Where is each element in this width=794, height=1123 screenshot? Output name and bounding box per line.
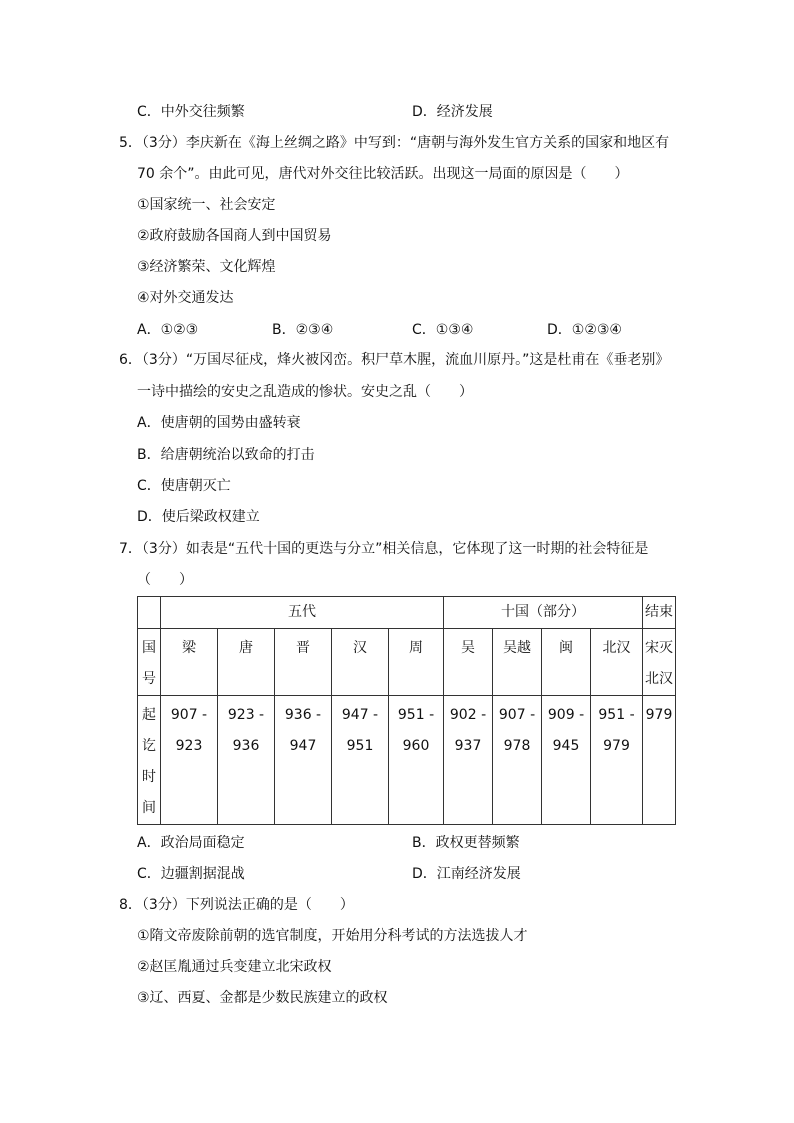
q5-item-2: ②政府鼓励各国商人到中国贸易 [137, 228, 332, 244]
end-year: 979 [603, 738, 630, 754]
cell-name-end [643, 629, 676, 696]
end-year: 951 [346, 738, 374, 754]
start-year: 907 - [170, 707, 208, 723]
cell-years [493, 696, 542, 825]
group-header-end: 结束 [643, 597, 676, 629]
start-year: 902 - [449, 707, 487, 723]
cell-name-min: 闽 [542, 629, 591, 696]
end-year: 923 [175, 738, 203, 754]
row-label-char: 时 [142, 769, 156, 785]
cell-name-jin: 晋 [275, 629, 332, 696]
q7-option-b: B．政权更替频繁 [412, 835, 520, 851]
row-label-char: 间 [142, 800, 156, 816]
cell-years [161, 696, 218, 825]
end-year: 937 [454, 738, 482, 754]
row-label-char: 国 [142, 640, 156, 656]
q7-stem-line1: 7．（3分）如表是“五代十国的更迭与分立”相关信息，它体现了这一时期的社会特征是 [119, 541, 649, 557]
cell-name-wuyue: 吴越 [493, 629, 542, 696]
q6-stem-line1: 6．（3分）“万国尽征戍，烽火被冈峦。积尸草木腥，流血川原丹。”这是杜甫在《垂老别》 [119, 352, 670, 368]
start-year: 909 - [547, 707, 585, 723]
group-header-shiguo: 十国（部分） [444, 597, 643, 629]
start-year: 947 - [341, 707, 379, 723]
start-year: 936 - [284, 707, 322, 723]
row-label-char: 号 [142, 671, 156, 687]
q6-option-b: B．给唐朝统治以致命的打击 [137, 447, 315, 463]
cell-name-beihan: 北汉 [591, 629, 643, 696]
q5-item-1: ①国家统一、社会安定 [137, 197, 276, 213]
q5-option-d: D．①②③④ [547, 322, 622, 338]
row-label-char: 起 [142, 707, 156, 723]
q5-stem-line2: 70 余个”。由此可见，唐代对外交往比较活跃。出现这一局面的原因是（ ） [137, 166, 629, 182]
q8-item-3: ③辽、西夏、金都是少数民族建立的政权 [137, 990, 388, 1006]
cell-name-han: 汉 [332, 629, 389, 696]
cell-years [542, 696, 591, 825]
q7-stem-line2: （ ） [137, 572, 193, 588]
end-year: 979 [645, 707, 673, 723]
table-row-years [138, 696, 676, 825]
end-name-line: 北汉 [645, 671, 674, 687]
table-row-names [138, 629, 676, 696]
cell-years [332, 696, 389, 825]
end-year: 978 [503, 738, 531, 754]
q5-option-c: C．①③④ [412, 322, 474, 338]
cell-years [591, 696, 643, 825]
q6-stem-line2: 一诗中描绘的安史之乱造成的惨状。安史之乱（ ） [137, 384, 473, 400]
cell-name-tang: 唐 [218, 629, 275, 696]
q6-option-a: A．使唐朝的国势由盛转衰 [137, 415, 301, 431]
cell-years [444, 696, 493, 825]
cell-years-end [643, 696, 676, 825]
q6-option-d: D．使后梁政权建立 [137, 509, 260, 525]
end-year: 945 [552, 738, 580, 754]
table-header-row [138, 597, 676, 629]
group-header-wudai: 五代 [161, 597, 444, 629]
start-year: 951 - [397, 707, 435, 723]
cell-name-liang: 梁 [161, 629, 218, 696]
row-label-time [138, 696, 161, 825]
end-year: 936 [232, 738, 260, 754]
q6-option-c: C．使唐朝灭亡 [137, 478, 231, 494]
cell-years [275, 696, 332, 825]
end-year: 960 [402, 738, 430, 754]
cell-years [218, 696, 275, 825]
q8-stem-line1: 8．（3分）下列说法正确的是（ ） [119, 897, 354, 913]
row-label-char: 讫 [142, 738, 156, 754]
start-year: 907 - [498, 707, 536, 723]
q8-item-1: ①隋文帝废除前朝的选官制度，开始用分科考试的方法选拔人才 [137, 928, 528, 944]
row-label-name [138, 629, 161, 696]
q4-option-c: C．中外交往频繁 [137, 104, 245, 120]
end-year: 947 [289, 738, 317, 754]
q7-option-c: C．边疆割据混战 [137, 866, 245, 882]
q7-option-a: A．政治局面稳定 [137, 835, 245, 851]
end-name-line: 宋灭 [645, 640, 674, 656]
cell-years [389, 696, 444, 825]
q5-item-4: ④对外交通发达 [137, 290, 234, 306]
table-corner-cell [138, 597, 161, 629]
q8-item-2: ②赵匡胤通过兵变建立北宋政权 [137, 959, 332, 975]
cell-name-wu: 吴 [444, 629, 493, 696]
q5-option-b: B．②③④ [272, 322, 334, 338]
start-year: 951 - [598, 707, 635, 723]
cell-name-zhou: 周 [389, 629, 444, 696]
five-dynasties-table [137, 596, 676, 825]
q7-option-d: D．江南经济发展 [412, 866, 521, 882]
start-year: 923 - [227, 707, 265, 723]
q5-item-3: ③经济繁荣、文化辉煌 [137, 259, 276, 275]
q5-stem-line1: 5．（3分）李庆新在《海上丝绸之路》中写到：“唐朝与海外发生官方关系的国家和地区有 [119, 135, 670, 151]
q4-option-d: D．经济发展 [412, 104, 493, 120]
q5-option-a: A．①②③ [137, 322, 199, 338]
